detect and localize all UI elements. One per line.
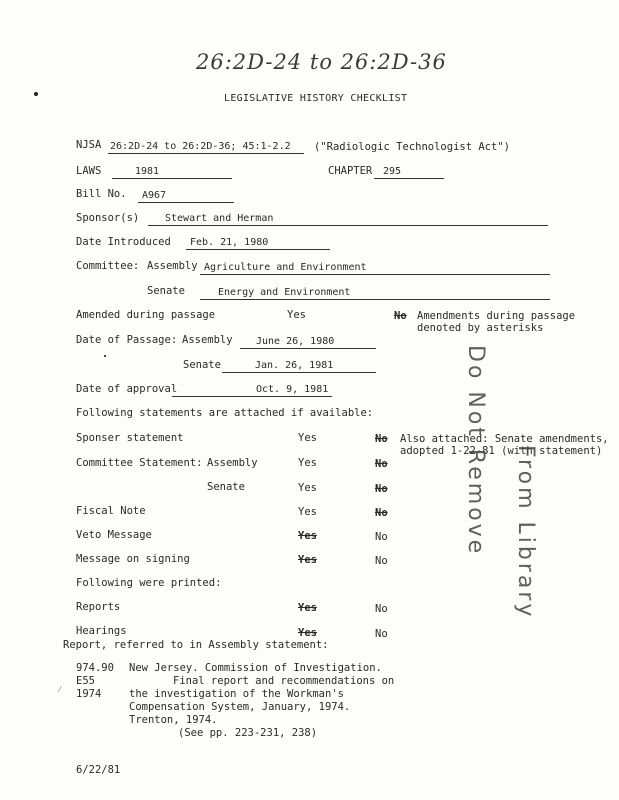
passage-senate-underline: [222, 360, 376, 373]
hearings-yes: Yes: [298, 627, 317, 639]
date-introduced-label: Date Introduced: [76, 236, 171, 248]
citation-call-number-3: 1974: [76, 688, 102, 700]
report-reference: Report, referred to in Assembly statement:: [63, 639, 329, 651]
sponsor-underline: [148, 213, 548, 226]
statements-header: Following statements are attached if available:: [76, 407, 374, 419]
stamp-text-2: From Library: [513, 445, 538, 620]
njsa-value: 26:2D-24 to 26:2D-36; 45:1-2.2: [110, 141, 291, 152]
passage-assembly-underline: [240, 336, 376, 349]
also-attached-line1: Also attached: Senate amendments,: [400, 433, 609, 445]
page-title: LEGISLATIVE HISTORY CHECKLIST: [224, 93, 408, 104]
approval-label: Date of approval: [76, 383, 178, 395]
committee-statement-senate-yes: Yes: [298, 482, 317, 494]
laws-label: LAWS: [76, 165, 102, 177]
veto-message-no: No: [375, 531, 388, 543]
veto-message-yes: Yes: [298, 530, 317, 542]
passage-label: Date of Passage:: [76, 334, 178, 346]
sponsor-statement-no: No: [375, 433, 388, 445]
committee-senate-underline: [200, 287, 550, 300]
committee-statement-assembly-no: No: [375, 458, 388, 470]
bill-value: A967: [142, 190, 167, 201]
amended-note-line2: denoted by asterisks: [417, 322, 544, 334]
approval-value: Oct. 9, 1981: [256, 384, 329, 395]
fiscal-note-label: Fiscal Note: [76, 505, 146, 517]
reports-no: No: [375, 603, 388, 615]
hearings-label: Hearings: [76, 625, 127, 637]
committee-statement-assembly-yes: Yes: [298, 457, 317, 469]
signing-message-label: Message on signing: [76, 553, 190, 565]
citation-line-2: Final report and recommendations on: [173, 675, 395, 687]
committee-assembly-value: Agriculture and Environment: [204, 262, 367, 273]
handwritten-header: 26:2D-24 to 26:2D-36: [196, 50, 447, 74]
laws-underline: [112, 166, 232, 179]
citation-line-5: Trenton, 1974.: [129, 714, 218, 726]
passage-senate-label: Senate: [183, 359, 221, 371]
citation-line-1: New Jersey. Commission of Investigation.: [129, 662, 382, 674]
njsa-label: NJSA: [76, 139, 102, 151]
stamp-text: Do Not Remove: [463, 345, 488, 557]
committee-statement-label: Committee Statement:: [76, 457, 203, 469]
bill-underline: [138, 190, 234, 203]
sponsor-value: Stewart and Herman: [165, 213, 274, 224]
veto-message-label: Veto Message: [76, 529, 152, 541]
also-attached-line2: adopted 1-22-81 (with statement): [400, 445, 603, 457]
passage-assembly-value: June 26, 1980: [256, 336, 335, 347]
date-introduced-value: Feb. 21, 1980: [190, 237, 269, 248]
chapter-value: 295: [383, 166, 402, 177]
signing-message-yes: Yes: [298, 554, 317, 566]
amended-note-line1: Amendments during passage: [417, 310, 576, 322]
laws-value: 1981: [135, 166, 160, 177]
hearings-no: No: [375, 628, 388, 640]
committee-assembly-label: Assembly: [147, 260, 198, 272]
approval-underline: [172, 384, 332, 397]
citation-line-6: (See pp. 223-231, 238): [178, 727, 318, 739]
bill-label: Bill No.: [76, 188, 127, 200]
njsa-act-name: ("Radiologic Technologist Act"): [314, 141, 510, 153]
sponsor-statement-label: Sponser statement: [76, 432, 184, 444]
library-stamp: [450, 345, 560, 645]
fiscal-note-yes: Yes: [298, 506, 317, 518]
committee-senate-label: Senate: [147, 285, 185, 297]
citation-line-4: Compensation System, January, 1974.: [129, 701, 351, 713]
citation-call-number-1: 974.90: [76, 662, 114, 674]
chapter-label: CHAPTER: [328, 165, 373, 177]
reports-label: Reports: [76, 601, 121, 613]
amended-label: Amended during passage: [76, 309, 216, 321]
citation-line-3: the investigation of the Workman's: [129, 688, 344, 700]
njsa-underline: [108, 141, 304, 154]
chapter-underline: [374, 166, 444, 179]
committee-statement-senate-no: No: [375, 483, 388, 495]
fiscal-note-no: No: [375, 507, 388, 519]
passage-assembly-label: Assembly: [182, 334, 233, 346]
amended-no: No: [394, 310, 407, 322]
amended-yes: Yes: [287, 309, 306, 321]
committee-senate-value: Energy and Environment: [218, 287, 351, 298]
sponsor-label: Sponsor(s): [76, 212, 140, 224]
committee-statement-assembly-label: Assembly: [207, 457, 258, 469]
sponsor-statement-yes: Yes: [298, 432, 317, 444]
printed-header: Following were printed:: [76, 577, 222, 589]
committee-label: Committee:: [76, 260, 140, 272]
committee-assembly-underline: [200, 262, 550, 275]
margin-dot: [34, 92, 38, 96]
signing-message-no: No: [375, 555, 388, 567]
margin-mark: ⁄: [57, 685, 63, 695]
committee-statement-senate-label: Senate: [207, 481, 245, 493]
passage-senate-value: Jan. 26, 1981: [255, 360, 334, 371]
stray-dot: [104, 355, 106, 357]
footer-date: 6/22/81: [76, 764, 121, 776]
reports-yes: Yes: [298, 602, 317, 614]
citation-call-number-2: E55: [76, 675, 95, 687]
date-introduced-underline: [186, 237, 330, 250]
